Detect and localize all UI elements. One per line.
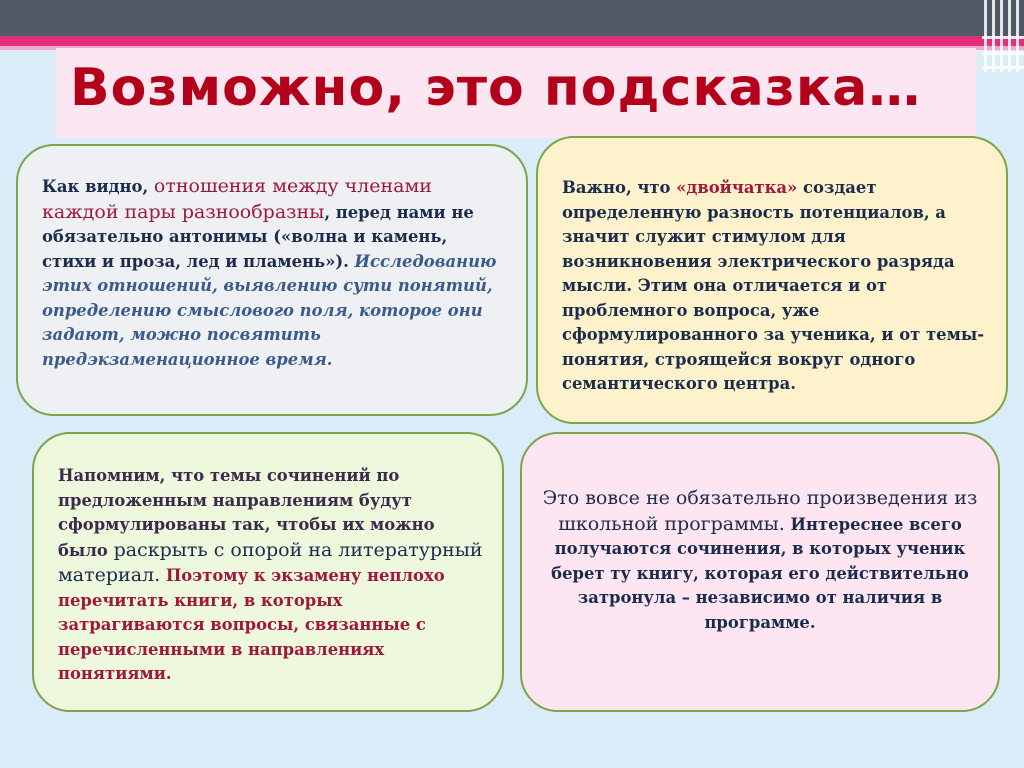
card3-body: Поэтому к экзамену неплохо перечитать книги, в которых затрагиваются вопросы, связанные с перечисленными в направлениях понятиями. bbox=[58, 566, 445, 683]
card3-highlight: раскрыть с опорой на литературный материал. bbox=[58, 538, 483, 586]
card-essay-topics bbox=[32, 432, 504, 712]
card1-italic: Исследованию этих отношений, выявлению сути понятий, определению смыслового поля, которое они задают, можно посвятить предэкзаменационное время. bbox=[42, 251, 497, 369]
card-book-choice bbox=[520, 432, 1000, 712]
card-text-analysis bbox=[16, 144, 528, 416]
card-dvoychatka bbox=[536, 136, 1008, 424]
card2-intro: Важно, что bbox=[562, 178, 677, 197]
corner-decoration bbox=[976, 0, 1024, 72]
card1-intro: Как видно, bbox=[42, 177, 154, 196]
card1-highlight: отношения между членами каждой пары разнообразны bbox=[42, 175, 432, 223]
slide-title: Возможно, это подсказка… bbox=[70, 58, 922, 118]
card4-highlight: Это вовсе не обязательно произведения из школьной программы. bbox=[542, 487, 978, 535]
card3-intro: Напомним, что темы сочинений по предложенным направлениям будут сформулированы так, чтобы их можно было bbox=[58, 466, 435, 560]
card2-body: создает определенную разность потенциалов, а значит служит стимулом для возникновения электрического разряда мысли. Этим она отличается и от проблемного вопроса, уже сформулированного за ученика, и от темы-понятия, строящейся вокруг одного семантического центра. bbox=[562, 178, 985, 393]
card2-term: «двойчатка» bbox=[676, 178, 798, 197]
card4-body: Интереснее всего получаются сочинения, в которых ученик берет ту книгу, которая его действительно затронула – независимо от наличия в программе. bbox=[551, 514, 969, 632]
pink-stripe bbox=[0, 36, 1024, 46]
card1-body: , перед нами не обязательно антонимы («волна и камень, стихи и проза, лед и пламень»). bbox=[42, 202, 474, 271]
top-bar bbox=[0, 0, 1024, 36]
